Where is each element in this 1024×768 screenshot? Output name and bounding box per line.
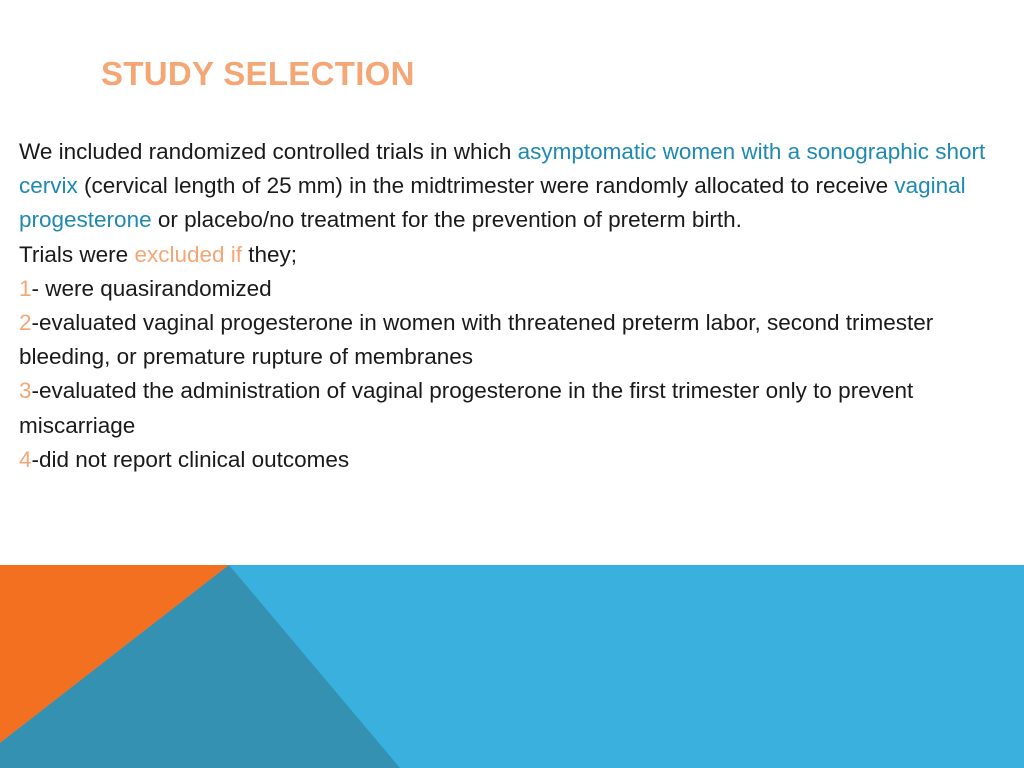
criterion-number: 3 (19, 378, 32, 404)
exclusion-text-1: Trials were (19, 241, 135, 267)
slide-title: STUDY SELECTION (101, 55, 415, 92)
exclusion-text-2: they; (242, 241, 298, 267)
highlight-vaginal-progesterone: vaginal progesterone (19, 173, 966, 233)
criterion-item (19, 306, 1019, 374)
criterion-item (19, 443, 1019, 477)
description-text-3: or placebo/no treatment for the prevention of preterm birth. (151, 207, 742, 233)
criterion-text: -evaluated vaginal progesterone in women with threatened preterm labor, second trimester bleeding, or premature rupture of membranes (19, 310, 934, 370)
description-text-2: (cervical length of 25 mm) in the midtrimester were randomly allocated to receive (77, 173, 895, 199)
criterion-text: -evaluated the administration of vaginal progesterone in the first trimester only to prevent miscarriage (19, 378, 914, 438)
highlight-excluded-if: excluded if (134, 241, 243, 267)
exclusion-intro (19, 238, 1019, 272)
description-text-1: We included randomized controlled trials in which (19, 139, 518, 164)
slide-body (19, 135, 1019, 477)
highlight-short-cervix: asymptomatic women with a sonographic short cervix (19, 139, 986, 199)
criterion-item (19, 374, 1019, 442)
criterion-text: -did not report clinical outcomes (31, 446, 350, 472)
criterion-item (19, 272, 1019, 306)
decorative-footer-band (0, 565, 1024, 768)
criterion-number: 4 (19, 446, 32, 472)
criterion-number: 1 (19, 275, 32, 301)
criterion-number: 2 (19, 310, 32, 336)
criterion-text: - were quasirandomized (31, 275, 272, 301)
study-description (19, 135, 1019, 238)
